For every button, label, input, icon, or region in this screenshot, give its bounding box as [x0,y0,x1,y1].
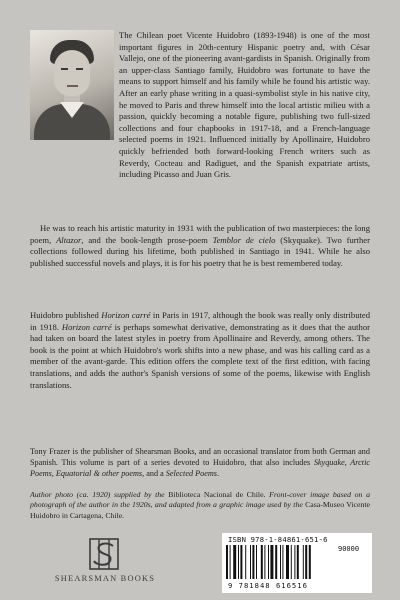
barcode-bar [282,545,283,579]
barcode-bar [226,545,228,579]
image-credits: Author photo (ca. 1920) supplied by the Biblioteca Nacional de Chile. Front-cover image based on a photograph of the author in the 1920s, and adapted from a graphic image used by the Casa-Museo Vicente Huidobro in Cartagena, Chile. [30,490,371,520]
price-addon: 90000 [338,545,360,553]
bio-paragraph: The Chilean poet Vicente Huidobro (1893-1948) is one of the most important figures in 20th-century Hispanic poetry and, with César Vallejo, one of the pioneering avant-gardists in Spanish. Originally from an upper-class Santiago family, Huidobro was fortunate to have the means to support himself and his family while he found his artistic way. After an early phase writing in a quasi-symbolist style in his native city, he moved to Paris and threw himself into the local artistic milieu with a passion, quickly becoming a notable figure, publishing two full-sized collections and four chapbooks in 1917-18, and a French-language selected poems in 1921. Influenced initially by Apollinaire, Huidobro quickly befriended both forward-looking French writers such as Reverdy, Cocteau and Radiguet, and the Spanish expatriate artists, including Picasso and Juan Gris. [119,30,370,180]
author-bio [119,30,370,181]
barcode-bar [280,545,281,579]
barcode-bar [256,545,257,579]
author-photo [30,30,114,140]
isbn-barcode [222,533,372,593]
publisher-logo [50,538,160,590]
isbn-label: ISBN 978-1-84861-651-6 [228,535,328,544]
barcode-digits: 9 781848 616516 [228,581,308,590]
author-bio-continued [30,223,370,269]
publisher-name: SHEARSMAN BOOKS [54,574,156,583]
barcode-bars [226,545,336,579]
book-description [30,310,370,391]
barcode-bar [305,545,307,579]
bio-paragraph-2: He was to reach his artistic maturity in 1931 with the publication of two masterpieces: the long poem, Altazor, and the book-length prose-poem Temblor de cielo (Skyquake). Two further collections followed during his lifetime, both published in Santiago in 1941. While he also published successful novels and plays, it is for his poetry that he is best remembered today. [30,223,370,268]
barcode-bar [291,545,292,579]
barcode-bar [245,545,246,579]
barcode-bar [230,545,231,579]
barcode-bar [275,545,277,579]
barcode-bar [238,545,239,579]
barcode-bar [250,545,251,579]
barcode-bar [261,545,263,579]
shearsman-monogram-icon [87,538,121,570]
barcode-bar [270,545,273,579]
barcode-bar [309,545,311,579]
barcode-bar [252,545,254,579]
barcode-bar [297,545,299,579]
barcode-bar [286,545,289,579]
barcode-bar [240,545,242,579]
book-description-paragraph: Huidobro published Horizon carré in Paris in 1917, although the book was really only distributed in 1918. Horizon carré is perhaps somewhat derivative, demonstrating as it does that the author had taken on board the latest styles in poetry from Apollinaire and Reverdy, among others. The book is the point at which Huidobro's work shifts into a new phase, and was his calling card as a member of the avant-garde. This edition offers the complete text of the first edition, with facing translations, and adds the author's Spanish versions of some of the poems, likewise with English translations. [30,310,370,390]
barcode-bar [264,545,265,579]
translator-note: Tony Frazer is the publisher of Shearsman Books, and an occasional translator from both German and Spanish. This volume is part of a series devoted to Huidobro, that also includes Skyquake, Arctic Poems, Equatorial & other poems, and a Selected Poems. [30,447,370,478]
barcode-bar [303,545,304,579]
barcode-bar [294,545,295,579]
barcode-bar [233,545,236,579]
barcode-bar [268,545,269,579]
